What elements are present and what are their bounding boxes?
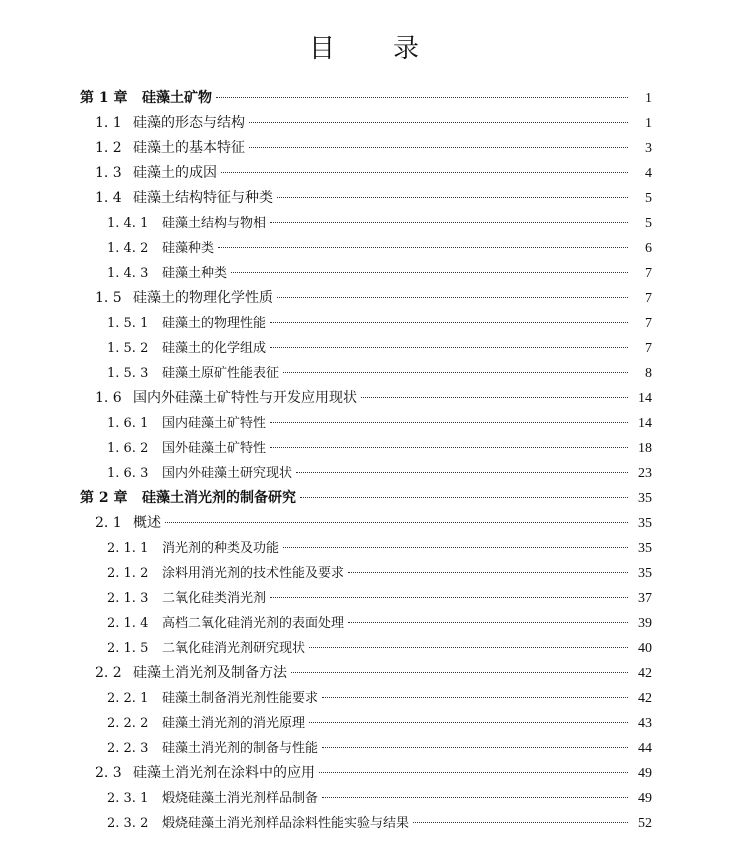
dot-leader: [249, 147, 628, 148]
toc-entry-number: 2. 2. 2: [107, 716, 149, 731]
dot-leader: [348, 622, 628, 623]
toc-entry-title: 硅藻土的成因: [133, 165, 217, 181]
toc-entry-page: 42: [638, 666, 652, 681]
toc-entry-page: 40: [638, 641, 652, 656]
dot-leader: [221, 172, 628, 173]
toc-entry[interactable]: [0, 386, 730, 411]
toc-entry-page: 4: [645, 166, 652, 181]
toc-entry-page: 7: [645, 316, 652, 331]
toc-entry-number: 1. 5: [95, 290, 122, 306]
toc-entry-title: 煅烧硅藻土消光剂样品制备: [162, 791, 319, 806]
toc-entry[interactable]: [0, 561, 730, 586]
toc-entry-page: 6: [645, 241, 652, 256]
toc-entry-title: 硅藻土制备消光剂性能要求: [162, 691, 319, 706]
toc-entry[interactable]: [0, 161, 730, 186]
toc-entry-number: 2. 1. 3: [107, 591, 149, 606]
toc-entry-page: 7: [645, 291, 652, 306]
toc-entry-number: 2. 2: [95, 665, 122, 681]
toc-entry-number: 1. 6: [95, 390, 122, 406]
toc-entry-page: 49: [638, 791, 652, 806]
toc-entry-title: 硅藻土原矿性能表征: [162, 366, 280, 381]
toc-entry-page: 35: [638, 516, 652, 531]
toc-entry-title: 煅烧硅藻土消光剂样品涂料性能实验与结果: [162, 816, 410, 831]
toc-entry-title: 硅藻种类: [162, 241, 215, 256]
toc-entry-title: 涂料用消光剂的技术性能及要求: [162, 566, 345, 581]
toc-entry[interactable]: [0, 736, 730, 761]
toc-entry[interactable]: [0, 336, 730, 361]
dot-leader: [361, 397, 628, 398]
dot-leader: [270, 222, 628, 223]
dot-leader: [249, 122, 628, 123]
toc-entry[interactable]: [0, 786, 730, 811]
toc-entry-page: 42: [638, 691, 652, 706]
toc-entry[interactable]: [0, 136, 730, 161]
toc-entry[interactable]: [0, 686, 730, 711]
dot-leader: [277, 197, 628, 198]
toc-entry-page: 8: [645, 366, 652, 381]
toc-entry-page: 37: [638, 591, 652, 606]
toc-entry-page: 1: [645, 91, 652, 106]
toc-entry-number: 2. 1. 5: [107, 641, 149, 656]
table-of-contents: [0, 86, 730, 836]
toc-entry-number: 1. 6. 2: [107, 441, 149, 456]
toc-entry-page: 3: [645, 141, 652, 156]
toc-entry-number: 1. 2: [95, 140, 122, 156]
toc-entry[interactable]: [0, 436, 730, 461]
toc-entry-number: 第 1 章: [80, 90, 128, 106]
toc-entry-page: 43: [638, 716, 652, 731]
toc-entry-page: 1: [645, 116, 652, 131]
dot-leader: [270, 597, 628, 598]
toc-entry-page: 52: [638, 816, 652, 831]
toc-entry-title: 硅藻土的基本特征: [133, 140, 245, 156]
dot-leader: [216, 97, 628, 98]
toc-entry[interactable]: [0, 711, 730, 736]
toc-entry-page: 23: [638, 466, 652, 481]
toc-entry[interactable]: [0, 811, 730, 836]
toc-entry[interactable]: [0, 211, 730, 236]
toc-entry[interactable]: [0, 286, 730, 311]
toc-entry-number: 1. 4. 1: [107, 216, 149, 231]
dot-leader: [348, 572, 628, 573]
toc-entry-number: 2. 3. 2: [107, 816, 149, 831]
toc-entry[interactable]: [0, 486, 730, 511]
dot-leader: [165, 522, 628, 523]
toc-entry-page: 35: [638, 491, 652, 506]
toc-entry[interactable]: [0, 261, 730, 286]
toc-entry[interactable]: [0, 411, 730, 436]
toc-entry-number: 1. 6. 1: [107, 416, 149, 431]
title-char-1: 目: [308, 34, 337, 64]
toc-entry-number: 2. 3: [95, 765, 122, 781]
toc-entry-title: 消光剂的种类及功能: [162, 541, 280, 556]
toc-entry-title: 二氧化硅类消光剂: [162, 591, 267, 606]
toc-entry-number: 2. 1. 1: [107, 541, 149, 556]
toc-entry[interactable]: [0, 111, 730, 136]
toc-entry-title: 硅藻土消光剂在涂料中的应用: [133, 765, 315, 781]
toc-entry-number: 2. 1. 4: [107, 616, 149, 631]
toc-entry-page: 7: [645, 266, 652, 281]
toc-entry-number: 1. 5. 1: [107, 316, 149, 331]
toc-entry-title: 硅藻土矿物: [142, 90, 212, 106]
toc-entry-number: 2. 2. 1: [107, 691, 149, 706]
toc-entry-title: 硅藻土的物理性能: [162, 316, 267, 331]
dot-leader: [309, 722, 628, 723]
toc-entry-number: 1. 5. 2: [107, 341, 149, 356]
dot-leader: [413, 822, 628, 823]
toc-entry[interactable]: [0, 586, 730, 611]
toc-entry[interactable]: [0, 536, 730, 561]
dot-leader: [277, 297, 628, 298]
toc-entry-page: 44: [638, 741, 652, 756]
toc-entry-number: 1. 4. 3: [107, 266, 149, 281]
toc-entry-number: 1. 1: [95, 115, 122, 131]
toc-entry-title: 国外硅藻土矿特性: [162, 441, 267, 456]
dot-leader: [270, 347, 628, 348]
toc-entry-page: 18: [638, 441, 652, 456]
toc-entry-number: 2. 1. 2: [107, 566, 149, 581]
toc-entry-title: 国内外硅藻土研究现状: [162, 466, 293, 481]
toc-entry-number: 1. 6. 3: [107, 466, 149, 481]
toc-entry-number: 1. 4: [95, 190, 122, 206]
toc-entry[interactable]: [0, 761, 730, 786]
toc-entry[interactable]: [0, 86, 730, 111]
toc-entry-title: 国内外硅藻土矿特性与开发应用现状: [133, 390, 357, 406]
toc-entry-title: 硅藻的形态与结构: [133, 115, 245, 131]
dot-leader: [296, 472, 628, 473]
dot-leader: [319, 772, 628, 773]
dot-leader: [231, 272, 628, 273]
dot-leader: [283, 372, 628, 373]
toc-entry[interactable]: [0, 511, 730, 536]
toc-entry-number: 1. 3: [95, 165, 122, 181]
toc-entry-title: 国内硅藻土矿特性: [162, 416, 267, 431]
dot-leader: [322, 697, 628, 698]
page-title: [0, 28, 730, 65]
toc-entry-number: 第 2 章: [80, 490, 128, 506]
toc-entry[interactable]: [0, 661, 730, 686]
toc-entry-number: 2. 3. 1: [107, 791, 149, 806]
toc-entry-title: 概述: [133, 515, 161, 531]
toc-entry[interactable]: [0, 636, 730, 661]
toc-entry-page: 49: [638, 766, 652, 781]
toc-entry-number: 2. 2. 3: [107, 741, 149, 756]
toc-entry-page: 14: [638, 416, 652, 431]
toc-entry[interactable]: [0, 311, 730, 336]
toc-entry-title: 硅藻土的物理化学性质: [133, 290, 273, 306]
dot-leader: [309, 647, 628, 648]
title-char-2: 录: [393, 34, 422, 64]
toc-entry-title: 硅藻土消光剂的制备研究: [142, 490, 296, 506]
toc-entry[interactable]: [0, 361, 730, 386]
toc-entry-page: 14: [638, 391, 652, 406]
toc-entry-page: 7: [645, 341, 652, 356]
toc-entry-number: 1. 4. 2: [107, 241, 149, 256]
toc-entry-title: 硅藻土结构特征与种类: [133, 190, 273, 206]
dot-leader: [270, 322, 628, 323]
toc-entry-number: 1. 5. 3: [107, 366, 149, 381]
toc-entry-number: 2. 1: [95, 515, 122, 531]
toc-entry-page: 35: [638, 566, 652, 581]
toc-entry-title: 二氧化硅消光剂研究现状: [162, 641, 306, 656]
toc-entry-title: 硅藻土消光剂的制备与性能: [162, 741, 319, 756]
toc-entry-page: 5: [645, 216, 652, 231]
dot-leader: [322, 747, 628, 748]
toc-entry[interactable]: [0, 236, 730, 261]
toc-entry[interactable]: [0, 611, 730, 636]
dot-leader: [283, 547, 628, 548]
toc-entry[interactable]: [0, 186, 730, 211]
toc-entry-page: 5: [645, 191, 652, 206]
dot-leader: [300, 497, 628, 498]
toc-entry-title: 硅藻土结构与物相: [162, 216, 267, 231]
toc-entry-title: 硅藻土种类: [162, 266, 228, 281]
toc-entry-page: 39: [638, 616, 652, 631]
toc-entry-title: 硅藻土消光剂及制备方法: [133, 665, 287, 681]
dot-leader: [218, 247, 628, 248]
toc-entry-page: 35: [638, 541, 652, 556]
dot-leader: [291, 672, 628, 673]
dot-leader: [270, 422, 628, 423]
dot-leader: [270, 447, 628, 448]
toc-entry[interactable]: [0, 461, 730, 486]
toc-entry-title: 硅藻土的化学组成: [162, 341, 267, 356]
toc-entry-title: 高档二氧化硅消光剂的表面处理: [162, 616, 345, 631]
toc-entry-title: 硅藻土消光剂的消光原理: [162, 716, 306, 731]
dot-leader: [322, 797, 628, 798]
